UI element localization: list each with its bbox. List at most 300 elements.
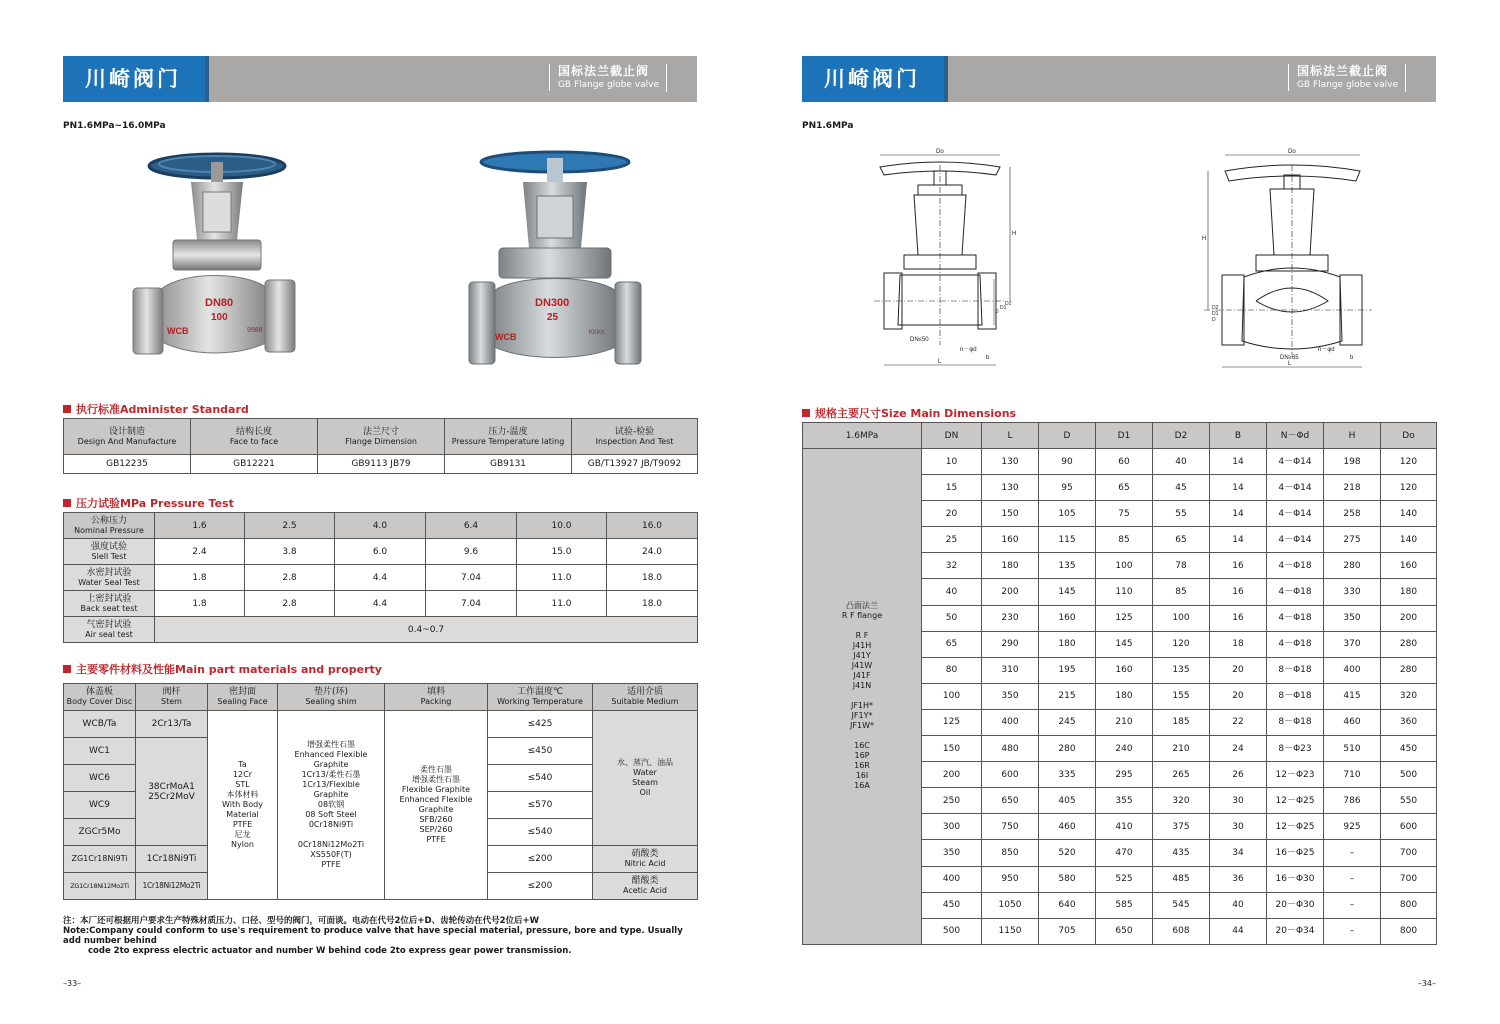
dim-cell: 705 — [1039, 918, 1096, 944]
dim-cell: 360 — [1381, 709, 1437, 735]
pressure-test-row — [64, 617, 698, 643]
mat-body: WC6 — [64, 765, 136, 792]
dim-cell: 195 — [1039, 657, 1096, 683]
dim-header: D2 — [1153, 423, 1210, 449]
dim-cell: 22 — [1210, 709, 1267, 735]
dim-cell: 320 — [1381, 683, 1437, 709]
svg-text:9988: 9988 — [247, 327, 263, 334]
dim-cell: 550 — [1381, 788, 1437, 814]
dim-cell: 700 — [1381, 866, 1437, 892]
dim-cell: 12－Φ25 — [1267, 814, 1324, 840]
dim-cell: 40 — [922, 579, 982, 605]
svg-text:Do: Do — [936, 149, 944, 155]
svg-text:D1: D1 — [1212, 311, 1219, 317]
dim-cell: 4－Φ14 — [1267, 475, 1324, 501]
mat-header: 填料 Packing — [385, 684, 488, 711]
dim-cell: 480 — [982, 736, 1039, 762]
dim-cell: 115 — [1039, 527, 1096, 553]
dim-cell: 1050 — [982, 892, 1039, 918]
pressure-test-value: 7.04 — [426, 591, 517, 617]
dim-cell: 545 — [1153, 892, 1210, 918]
dim-cell: 45 — [1153, 475, 1210, 501]
dim-cell: 500 — [922, 918, 982, 944]
standard-table — [63, 418, 698, 474]
pressure-test-label: 上密封试验 Back seat test — [64, 591, 155, 617]
dim-cell: 600 — [982, 762, 1039, 788]
dim-cell: 135 — [1153, 657, 1210, 683]
materials-section-title: 主要零件材料及性能Main part materials and property — [63, 661, 382, 677]
mat-temp: ≤200 — [488, 846, 593, 873]
dim-cell: 4－Φ18 — [1267, 579, 1324, 605]
dim-cell: 350 — [982, 683, 1039, 709]
brand-logo: 川崎阀门 — [802, 56, 944, 102]
pressure-test-value: 0.4~0.7 — [155, 617, 698, 643]
dim-cell: 295 — [1096, 762, 1153, 788]
dim-cell: 250 — [922, 788, 982, 814]
mat-sealing-face: Ta 12Cr STL 本体材料 With Body Material PTFE 尼龙 Nylon — [208, 711, 278, 900]
dim-cell: 500 — [1381, 762, 1437, 788]
dim-cell: 32 — [922, 553, 982, 579]
dim-cell: 290 — [982, 631, 1039, 657]
pressure-test-label: 水密封试验 Water Seal Test — [64, 565, 155, 591]
mat-packing: 柔性石墨 增强柔性石墨 Flexible Graphite Enhanced Flexible Graphite SFB/260 SEP/260 PTFE — [385, 711, 488, 900]
dim-cell: 200 — [922, 762, 982, 788]
dim-header: Do — [1381, 423, 1437, 449]
pressure-test-label: 公称压力 Nominal Pressure — [64, 513, 155, 539]
pressure-test-value: 18.0 — [607, 565, 698, 591]
page-header — [63, 56, 697, 102]
dim-cell: 85 — [1096, 527, 1153, 553]
dim-cell: 280 — [1324, 553, 1381, 579]
dim-cell: 400 — [922, 866, 982, 892]
dim-cell: 185 — [1153, 709, 1210, 735]
header-title: 国标法兰截止阀 GB Flange globe valve — [549, 64, 659, 91]
mat-body: WC9 — [64, 792, 136, 819]
mat-medium: 醋酸类 Acetic Acid — [593, 873, 698, 900]
dim-cell: 18 — [1210, 631, 1267, 657]
dim-cell: – — [1324, 866, 1381, 892]
dim-cell: 120 — [1381, 475, 1437, 501]
dim-cell: 258 — [1324, 501, 1381, 527]
std-header: 结构长度 Face to face — [191, 419, 318, 455]
pressure-test-value: 2.4 — [155, 539, 245, 565]
dim-cell: 160 — [1381, 553, 1437, 579]
dim-header-row — [803, 423, 1437, 449]
dim-cell: 470 — [1096, 840, 1153, 866]
dim-cell: 160 — [1039, 605, 1096, 631]
pressure-test-value: 4.4 — [335, 565, 426, 591]
dim-cell: 460 — [1324, 709, 1381, 735]
pressure-test-value: 1.8 — [155, 565, 245, 591]
dim-cell: 275 — [1324, 527, 1381, 553]
standard-section-title: 执行标准Administer Standard — [63, 401, 249, 417]
svg-text:n－φd: n－φd — [1318, 347, 1335, 353]
pressure-test-label: 气密封试验 Air seal test — [64, 617, 155, 643]
valve-drawing-large — [1200, 145, 1375, 370]
dim-cell: 210 — [1153, 736, 1210, 762]
dim-cell: 140 — [1381, 527, 1437, 553]
dim-cell: 460 — [1039, 814, 1096, 840]
dim-cell: 145 — [1096, 631, 1153, 657]
dim-cell: 100 — [1153, 605, 1210, 631]
dim-cell: 310 — [982, 657, 1039, 683]
dim-cell: 200 — [1381, 605, 1437, 631]
mat-temp: ≤540 — [488, 819, 593, 846]
dim-cell: 300 — [922, 814, 982, 840]
dim-cell: 710 — [1324, 762, 1381, 788]
dim-cell: 450 — [922, 892, 982, 918]
dim-cell: 370 — [1324, 631, 1381, 657]
dim-cell: 230 — [982, 605, 1039, 631]
mat-body: WCB/Ta — [64, 711, 136, 738]
right-page — [750, 0, 1500, 1024]
dim-cell: 750 — [982, 814, 1039, 840]
dim-cell: 36 — [1210, 866, 1267, 892]
dim-cell: 145 — [1039, 579, 1096, 605]
pressure-test-value: 4.4 — [335, 591, 426, 617]
dim-cell: 520 — [1039, 840, 1096, 866]
dim-cell: 800 — [1381, 918, 1437, 944]
dim-header: D1 — [1096, 423, 1153, 449]
dim-cell: 415 — [1324, 683, 1381, 709]
dim-model-cell: 凸面法兰 R F flange R F J41H J41Y J41W J41F J41N JF1H* JF1Y* JF1W* 16C 16P 16R 16I 16A — [803, 449, 922, 945]
pressure-test-value: 18.0 — [607, 591, 698, 617]
dim-cell: 600 — [1381, 814, 1437, 840]
dim-cell: 44 — [1210, 918, 1267, 944]
mat-temp: ≤450 — [488, 738, 593, 765]
dim-cell: 525 — [1096, 866, 1153, 892]
dim-cell: 1150 — [982, 918, 1039, 944]
mat-header: 阀杆 Stem — [136, 684, 208, 711]
dim-cell: 435 — [1153, 840, 1210, 866]
dim-cell: 800 — [1381, 892, 1437, 918]
dim-header: 1.6MPa — [803, 423, 922, 449]
pressure-test-value: 4.0 — [335, 513, 426, 539]
dim-header: D — [1039, 423, 1096, 449]
svg-text:D2: D2 — [1005, 301, 1012, 307]
dim-cell: 14 — [1210, 527, 1267, 553]
dim-cell: 608 — [1153, 918, 1210, 944]
dim-cell: 30 — [1210, 814, 1267, 840]
pressure-test-value: 3.8 — [245, 539, 335, 565]
dim-cell: 280 — [1381, 657, 1437, 683]
dim-cell: 200 — [982, 579, 1039, 605]
dim-header: H — [1324, 423, 1381, 449]
svg-text:DN≥65: DN≥65 — [1280, 355, 1299, 361]
dim-cell: 700 — [1381, 840, 1437, 866]
std-header: 试验-检验 Inspection And Test — [572, 419, 698, 455]
dim-cell: 14 — [1210, 449, 1267, 475]
dim-cell: 20 — [922, 501, 982, 527]
dim-cell: 26 — [1210, 762, 1267, 788]
dim-cell: 15 — [922, 475, 982, 501]
mat-header: 适用介质 Suitable Medium — [593, 684, 698, 711]
dim-cell: 150 — [982, 501, 1039, 527]
mat-header: 工作温度℃ Working Temperature — [488, 684, 593, 711]
dim-cell: 198 — [1324, 449, 1381, 475]
pressure-test-label: 强度试验 Slell Test — [64, 539, 155, 565]
dim-cell: 50 — [922, 605, 982, 631]
mat-medium: 硝酸类 Nitric Acid — [593, 846, 698, 873]
dim-cell: 125 — [922, 709, 982, 735]
svg-text:b: b — [1350, 355, 1354, 361]
dim-cell: 160 — [1096, 657, 1153, 683]
mat-header: 密封面 Sealing Face — [208, 684, 278, 711]
mat-stem: 2Cr13/Ta — [136, 711, 208, 738]
svg-text:100: 100 — [211, 312, 228, 323]
std-header: 法兰尺寸 Flange Dimension — [318, 419, 445, 455]
mat-body: ZG1Cr18Ni9Ti — [64, 846, 136, 873]
valve-photo-2 — [465, 148, 645, 378]
dim-cell: 485 — [1153, 866, 1210, 892]
svg-text:D2: D2 — [1212, 305, 1219, 311]
dim-cell: 24 — [1210, 736, 1267, 762]
dim-header: N－Φd — [1267, 423, 1324, 449]
dim-cell: 950 — [982, 866, 1039, 892]
dim-header: B — [1210, 423, 1267, 449]
dim-cell: 355 — [1096, 788, 1153, 814]
mat-stem: 1Cr18Ni12Mo2Ti — [136, 873, 208, 900]
dim-cell: 16－Φ30 — [1267, 866, 1324, 892]
dim-cell: 120 — [1381, 449, 1437, 475]
svg-text:H: H — [1012, 231, 1017, 237]
mat-body: ZG1Cr18Ni12Mo2Ti — [64, 873, 136, 900]
pressure-test-row — [64, 565, 698, 591]
dim-cell: 786 — [1324, 788, 1381, 814]
dim-cell: 180 — [1039, 631, 1096, 657]
dim-cell: 20－Φ34 — [1267, 918, 1324, 944]
dim-cell: 100 — [1096, 553, 1153, 579]
mat-sealing-shim: 增强柔性石墨 Enhanced Flexible Graphite 1Cr13/柔性石墨 1Cr13/Flexible Graphite 08软钢 08 Soft Steel 0Cr18Ni9Ti 0Cr18Ni12Mo2Ti XS550F(T) PTFE — [278, 711, 385, 900]
pressure-test-section-title: 压力试验MPa Pressure Test — [63, 495, 234, 511]
svg-text:25: 25 — [547, 312, 559, 323]
dim-cell: 210 — [1096, 709, 1153, 735]
dim-cell: 180 — [1381, 579, 1437, 605]
dim-cell: 450 — [1381, 736, 1437, 762]
dim-cell: 4－Φ14 — [1267, 501, 1324, 527]
dim-cell: 335 — [1039, 762, 1096, 788]
dim-cell: 350 — [1324, 605, 1381, 631]
dim-cell: 20 — [1210, 657, 1267, 683]
dim-cell: 110 — [1096, 579, 1153, 605]
dim-cell: 650 — [982, 788, 1039, 814]
dim-cell: 20－Φ30 — [1267, 892, 1324, 918]
dim-cell: 180 — [982, 553, 1039, 579]
dim-cell: 4－Φ14 — [1267, 527, 1324, 553]
std-header: 设计制造 Design And Manufacture — [64, 419, 191, 455]
pressure-test-value: 9.6 — [426, 539, 517, 565]
dim-cell: 160 — [982, 527, 1039, 553]
std-header: 压力-温度 Pressure Temperature lating — [445, 419, 572, 455]
pressure-test-value: 11.0 — [517, 565, 607, 591]
pressure-test-row — [64, 591, 698, 617]
pressure-test-value: 10.0 — [517, 513, 607, 539]
mat-temp: ≤540 — [488, 765, 593, 792]
dim-cell: 16 — [1210, 553, 1267, 579]
dim-cell: 105 — [1039, 501, 1096, 527]
brand-logo: 川崎阀门 — [63, 56, 205, 102]
mat-body: WC1 — [64, 738, 136, 765]
dim-header: DN — [922, 423, 982, 449]
svg-text:WCB: WCB — [167, 326, 189, 336]
pressure-test-value: 2.8 — [245, 565, 335, 591]
dim-cell: 375 — [1153, 814, 1210, 840]
svg-text:L: L — [938, 359, 942, 365]
dim-cell: 34 — [1210, 840, 1267, 866]
dim-cell: 55 — [1153, 501, 1210, 527]
dim-cell: 16 — [1210, 579, 1267, 605]
dim-cell: 510 — [1324, 736, 1381, 762]
pressure-test-value: 6.4 — [426, 513, 517, 539]
std-value: GB12221 — [191, 455, 318, 474]
pressure-test-value: 2.8 — [245, 591, 335, 617]
dim-cell: 4－Φ18 — [1267, 553, 1324, 579]
mat-stem: 1Cr18Ni9Ti — [136, 846, 208, 873]
dim-cell: 80 — [922, 657, 982, 683]
pressure-test-value: 15.0 — [517, 539, 607, 565]
pressure-test-value: 6.0 — [335, 539, 426, 565]
std-value: GB9131 — [445, 455, 572, 474]
pressure-test-row — [64, 539, 698, 565]
dim-cell: 14 — [1210, 501, 1267, 527]
pressure-test-value: 7.04 — [426, 565, 517, 591]
mat-stem: 38CrMoA1 25Cr2MoV — [136, 738, 208, 846]
dim-cell: 12－Φ23 — [1267, 762, 1324, 788]
dim-cell: 400 — [1324, 657, 1381, 683]
dim-cell: 280 — [1039, 736, 1096, 762]
std-value: GB/T13927 JB/T9092 — [572, 455, 698, 474]
dim-cell: 245 — [1039, 709, 1096, 735]
valve-drawing-small — [870, 145, 1015, 370]
dimensions-table — [802, 422, 1437, 945]
dim-cell: 410 — [1096, 814, 1153, 840]
pressure-test-value: 1.6 — [155, 513, 245, 539]
dim-cell: 65 — [1096, 475, 1153, 501]
page-header — [802, 56, 1436, 102]
dim-cell: 10 — [922, 449, 982, 475]
dim-cell: 320 — [1153, 788, 1210, 814]
pressure-test-value: 2.5 — [245, 513, 335, 539]
dim-cell: 265 — [1153, 762, 1210, 788]
dimensions-section-title: 规格主要尺寸Size Main Dimensions — [802, 405, 1016, 421]
dim-cell: 155 — [1153, 683, 1210, 709]
header-title: 国标法兰截止阀 GB Flange globe valve — [1288, 64, 1398, 91]
dim-cell: 4－Φ18 — [1267, 605, 1324, 631]
dim-cell: 100 — [922, 683, 982, 709]
dim-cell: 25 — [922, 527, 982, 553]
dim-cell: 16 — [1210, 605, 1267, 631]
dim-cell: 8－Φ18 — [1267, 683, 1324, 709]
dim-cell: 120 — [1153, 631, 1210, 657]
dim-cell: 650 — [1096, 918, 1153, 944]
mat-temp: ≤200 — [488, 873, 593, 900]
dim-cell: 14 — [1210, 475, 1267, 501]
page-number: –34– — [1417, 979, 1436, 988]
dim-cell: 4－Φ18 — [1267, 631, 1324, 657]
mat-medium: 水、蒸汽、油品 Water Steam Oil — [593, 711, 698, 846]
dim-cell: 30 — [1210, 788, 1267, 814]
svg-text:DN≤50: DN≤50 — [910, 337, 929, 343]
pressure-test-table — [63, 512, 698, 643]
pressure-rating: PN1.6MPa — [802, 121, 854, 131]
pressure-test-value: 16.0 — [607, 513, 698, 539]
pressure-test-value: 1.8 — [155, 591, 245, 617]
dim-cell: 20 — [1210, 683, 1267, 709]
svg-text:KKKK: KKKK — [589, 330, 606, 336]
dim-cell: 78 — [1153, 553, 1210, 579]
svg-text:L: L — [1288, 361, 1292, 367]
dim-cell: 90 — [1039, 449, 1096, 475]
dim-cell: 95 — [1039, 475, 1096, 501]
mat-header: 垫片(环) Sealing shim — [278, 684, 385, 711]
dim-cell: 140 — [1381, 501, 1437, 527]
dim-cell: 60 — [1096, 449, 1153, 475]
dim-cell: 125 — [1096, 605, 1153, 631]
dim-cell: – — [1324, 918, 1381, 944]
mat-temp: ≤425 — [488, 711, 593, 738]
svg-text:H: H — [1202, 236, 1207, 242]
svg-text:D1: D1 — [1000, 305, 1007, 311]
dim-row — [803, 449, 1437, 475]
dim-cell: 180 — [1096, 683, 1153, 709]
svg-text:n－φd: n－φd — [960, 347, 977, 353]
dim-cell: 580 — [1039, 866, 1096, 892]
svg-text:DN300: DN300 — [535, 297, 570, 309]
dim-header: L — [982, 423, 1039, 449]
dim-cell: 135 — [1039, 553, 1096, 579]
dim-cell: 850 — [982, 840, 1039, 866]
page-number: –33– — [63, 979, 82, 988]
dim-cell: 4－Φ14 — [1267, 449, 1324, 475]
dim-cell: – — [1324, 892, 1381, 918]
dim-cell: 40 — [1210, 892, 1267, 918]
dim-cell: 585 — [1096, 892, 1153, 918]
dim-cell: 75 — [1096, 501, 1153, 527]
dim-cell: 218 — [1324, 475, 1381, 501]
dim-cell: 640 — [1039, 892, 1096, 918]
mat-header: 体盖板 Body Cover Disc — [64, 684, 136, 711]
footnote: 注：本厂还可根据用户要求生产特殊材质压力、口径、型号的阀门，可面谈。电动在代号2位后+D、齿轮传动在代号2位后+W Note:Company could conform to use's requirement to produce valve that have special material, pressure, bore and type. Usually add number behind code 2to express electric actuator and number W behind code 2to express gear power transmission. — [63, 916, 683, 956]
svg-text:DN80: DN80 — [205, 297, 234, 309]
dim-cell: 330 — [1324, 579, 1381, 605]
pressure-test-row — [64, 513, 698, 539]
dim-cell: 405 — [1039, 788, 1096, 814]
dim-cell: 40 — [1153, 449, 1210, 475]
dim-cell: – — [1324, 840, 1381, 866]
pressure-test-value: 11.0 — [517, 591, 607, 617]
pressure-range: PN1.6MPa~16.0MPa — [63, 121, 166, 131]
mat-temp: ≤570 — [488, 792, 593, 819]
svg-text:WCB: WCB — [495, 332, 517, 342]
std-value: GB12235 — [64, 455, 191, 474]
dim-cell: 8－Φ23 — [1267, 736, 1324, 762]
dim-cell: 65 — [922, 631, 982, 657]
dim-cell: 130 — [982, 475, 1039, 501]
pressure-test-value: 24.0 — [607, 539, 698, 565]
dim-cell: 240 — [1096, 736, 1153, 762]
dim-cell: 130 — [982, 449, 1039, 475]
materials-table — [63, 683, 698, 900]
dim-cell: 150 — [922, 736, 982, 762]
dim-cell: 8－Φ18 — [1267, 709, 1324, 735]
dim-cell: 12－Φ25 — [1267, 788, 1324, 814]
svg-text:Do: Do — [1288, 149, 1296, 155]
svg-text:D: D — [1212, 317, 1216, 323]
dim-cell: 400 — [982, 709, 1039, 735]
std-value: GB9113 JB79 — [318, 455, 445, 474]
mat-body: ZGCr5Mo — [64, 819, 136, 846]
dim-cell: 85 — [1153, 579, 1210, 605]
